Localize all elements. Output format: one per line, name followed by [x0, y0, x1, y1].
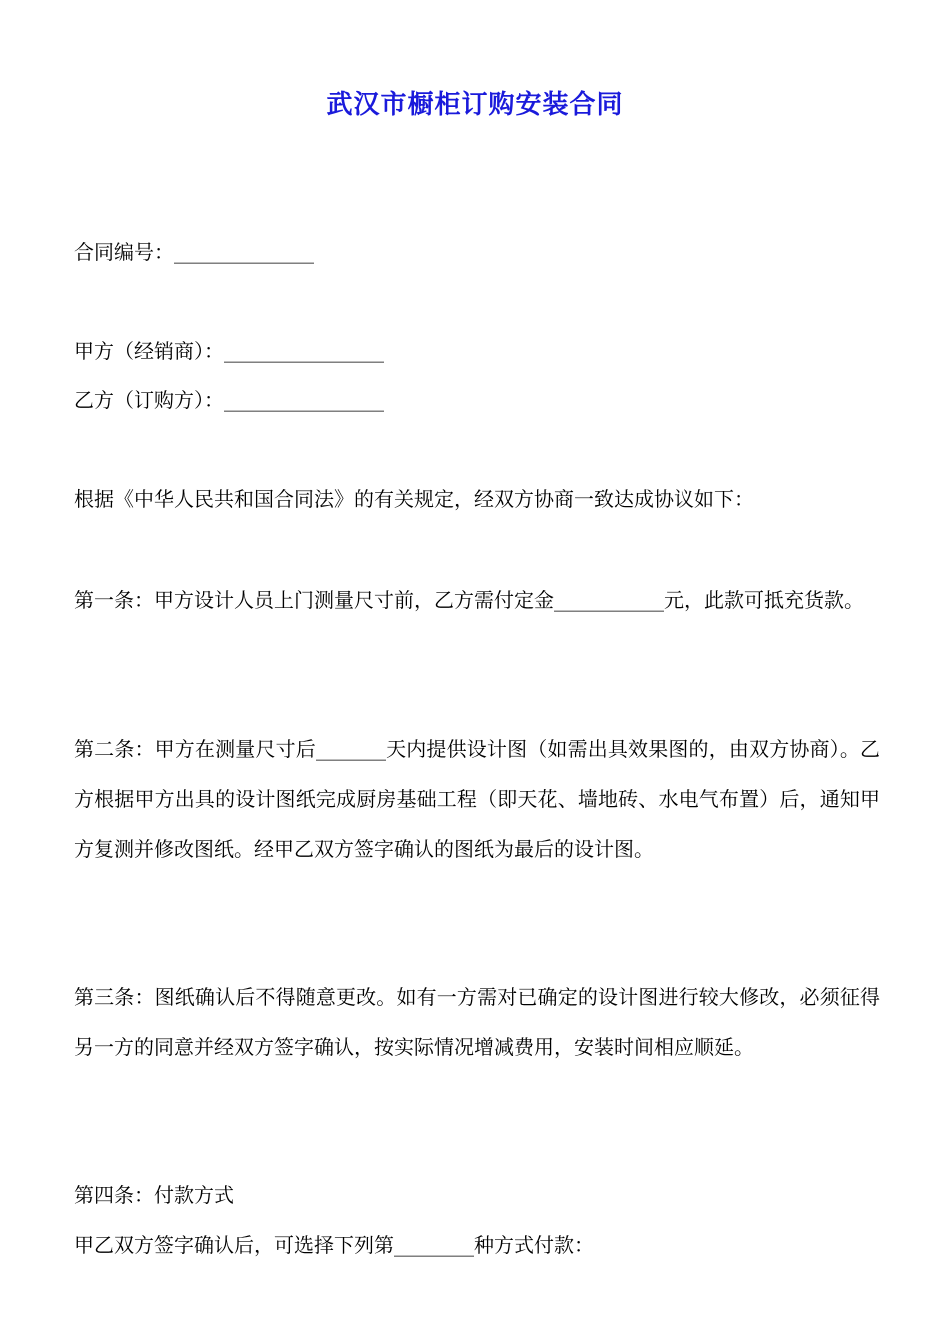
- party-a-line: 甲方（经销商）：________________: [74, 339, 384, 363]
- document-title: 武汉市橱柜订购安装合同: [326, 90, 624, 120]
- article-3: 第三条：图纸确认后不得随意更改。如有一方需对已确定的设计图进行较大修改，必须征得另一方的同意并经双方签字确认，按实际情况增减费用，安装时间相应顺延。: [74, 985, 880, 1059]
- article-4-text: 甲乙双方签字确认后，可选择下列第________种方式付款：: [74, 1233, 594, 1257]
- party-b-line: 乙方（订购方）：________________: [74, 388, 384, 412]
- article-2: 第二条：甲方在测量尺寸后_______天内提供设计图（如需出具效果图的，由双方协商）。乙方根据甲方出具的设计图纸完成厨房基础工程（即天花、墙地砖、水电气布置）后，通知甲方复测并修改图纸。经甲乙双方签字确认的图纸为最后的设计图。: [74, 737, 880, 861]
- article-1: 第一条：甲方设计人员上门测量尺寸前，乙方需付定金___________元，此款可抵充货款。: [74, 588, 864, 612]
- contract-number-line: 合同编号：______________: [74, 240, 314, 264]
- article-4-heading: 第四条：付款方式: [74, 1183, 234, 1207]
- intro-paragraph: 根据《中华人民共和国合同法》的有关规定，经双方协商一致达成协议如下：: [74, 487, 754, 511]
